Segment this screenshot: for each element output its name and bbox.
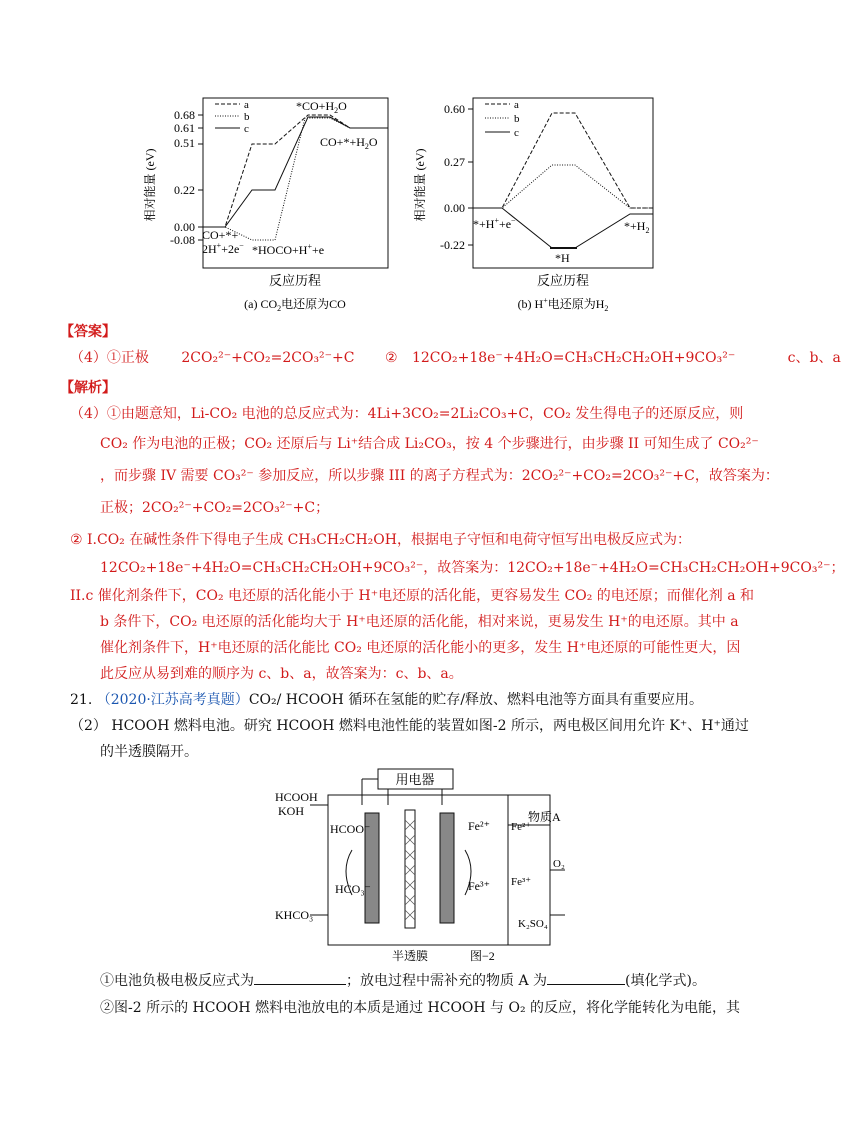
figure-caption-b: (b) H+电还原为$H_2$ bbox=[517, 296, 609, 313]
out-left: KHCO₃ bbox=[275, 908, 314, 922]
question-text: （2） HCOOH 燃料电池。研究 HCOOH 燃料电池性能的装置如图-2 所示，两电极区间用允许 K⁺、H⁺通过 bbox=[70, 718, 749, 734]
x-axis-label: 反应历程 bbox=[536, 273, 590, 288]
ytick: 0.27 bbox=[444, 155, 465, 169]
sub-question-text: ；放电过程中需补充的物质 A 为 bbox=[346, 973, 548, 989]
hco3-label: HCO₃⁻ bbox=[335, 882, 371, 896]
analysis-line: 催化剂条件下，H⁺电还原的活化能比 CO₂ 电还原的活化能小的更多，发生 H⁺电还原的可能性更大，因 bbox=[100, 640, 741, 656]
fe3-left-label: Fe³⁺ bbox=[468, 879, 490, 893]
ytick: 0.00 bbox=[174, 220, 195, 234]
legend-label: b bbox=[244, 111, 250, 123]
analysis-line: 12CO₂+18e⁻+4H₂O=CH₃CH₂CH₂OH+9CO₃²⁻，故答案为：12CO₂+18e⁻+4H₂O=CH₃CH₂CH₂OH+9CO₃²⁻； bbox=[100, 560, 844, 576]
label-mid: *HOCO+H++e bbox=[252, 242, 325, 257]
sub-question-text: (填化学式)。 bbox=[625, 973, 706, 989]
energy-diagram-a bbox=[140, 90, 405, 320]
ytick: -0.22 bbox=[440, 238, 465, 252]
ytick: 0.60 bbox=[444, 102, 465, 116]
substance-a-label: 物质A bbox=[528, 810, 561, 824]
analysis-line: （4）①由题意知，Li-CO₂ 电池的总反应式为：4Li+3CO₂=2Li₂CO₃+C，CO₂ 发生得电子的还原反应，则 bbox=[70, 406, 744, 422]
label-left: *+H++e− bbox=[473, 216, 516, 231]
analysis-line: CO₂ 作为电池的正极；CO₂ 还原后与 Li⁺结合成 Li₂CO₃，按 4 个步骤进行，由步骤 II 可知生成了 CO₂²⁻ bbox=[100, 436, 759, 452]
figure-caption-a: (a) $CO_2$电还原为CO bbox=[244, 297, 346, 313]
answer-order: c、b、a bbox=[787, 350, 841, 366]
analysis-line: 正极；2CO₂²⁻+CO₂=2CO₃²⁻+C； bbox=[100, 500, 330, 516]
fuel-cell-diagram bbox=[270, 765, 570, 970]
analysis-line: b 条件下，CO₂ 电还原的活化能均大于 H⁺电还原的活化能，相对来说，更易发生 H⁺的电还原。其中 a bbox=[100, 614, 739, 630]
label-start-2: 2H++2e− bbox=[202, 241, 244, 256]
curve-a bbox=[473, 113, 653, 208]
ytick: 0.61 bbox=[174, 121, 195, 135]
question-text: 的半透膜隔开。 bbox=[100, 744, 198, 760]
figure-caption: 图−2 bbox=[470, 949, 495, 963]
hcoo-label: HCOO⁻ bbox=[330, 822, 371, 836]
sub-question-2: ②图-2 所示的 HCOOH 燃料电池放电的本质是通过 HCOOH 与 O₂ 的反应，将化学能转化为电能，其 bbox=[100, 1000, 741, 1016]
membrane-label: 半透膜 bbox=[391, 949, 429, 963]
fe2-left-label: Fe²⁺ bbox=[468, 819, 490, 833]
answer-circle2: ② bbox=[384, 350, 398, 366]
curve-a bbox=[203, 115, 388, 227]
ytick: 0.68 bbox=[174, 108, 195, 122]
y-axis-label: 相对能量 (eV) bbox=[143, 148, 157, 222]
in-left-1: HCOOH bbox=[275, 790, 318, 804]
o2-label: O₂ bbox=[553, 858, 565, 870]
ytick: 0.51 bbox=[174, 136, 195, 150]
sub-question-text: ①电池负极电极反应式为 bbox=[100, 973, 254, 989]
analysis-line: ② I.CO₂ 在碱性条件下得电子生成 CH₃CH₂CH₂OH，根据电子守恒和电荷守恒写出电极反应式为： bbox=[70, 532, 691, 548]
answer-eq2: 12CO₂+18e⁻+4H₂O=CH₃CH₂CH₂OH+9CO₃²⁻ bbox=[411, 350, 736, 366]
answer-blank-1[interactable] bbox=[254, 970, 346, 985]
question-source: （2020·江苏高考真题） bbox=[96, 692, 249, 708]
answer-blank-2[interactable] bbox=[547, 970, 625, 985]
ytick: -0.08 bbox=[170, 233, 195, 247]
answer-eq1: 2CO₂²⁻+CO₂=2CO₃²⁻+C bbox=[181, 350, 355, 366]
legend-label: b bbox=[514, 113, 520, 125]
label-bottom: *H bbox=[555, 251, 570, 265]
legend-label: c bbox=[244, 123, 249, 135]
legend-label: a bbox=[244, 99, 249, 111]
answer-line bbox=[70, 348, 841, 368]
legend-label: c bbox=[514, 127, 519, 139]
energy-diagram-b bbox=[410, 90, 670, 320]
label-start: CO+*+ bbox=[202, 228, 239, 242]
right-electrode bbox=[440, 813, 454, 923]
label-right: $*+H_2$ bbox=[624, 219, 650, 235]
membrane bbox=[405, 810, 415, 928]
device-label: 用电器 bbox=[395, 772, 435, 787]
y-axis-label: 相对能量 (eV) bbox=[413, 148, 427, 222]
analysis-line: 此反应从易到难的顺序为 c、b、a，故答案为：c、b、a。 bbox=[100, 666, 463, 682]
label-top: $*CO+H_2O$ bbox=[296, 99, 347, 115]
k2so4-label: K₂SO₄ bbox=[518, 918, 548, 930]
answer-heading: 【答案】 bbox=[60, 324, 116, 340]
question-number: 21. bbox=[70, 692, 93, 708]
fe3-right-label: Fe³⁺ bbox=[511, 876, 532, 888]
legend-label: a bbox=[514, 99, 519, 111]
question-text: CO₂/ HCOOH 循环在氢能的贮存/释放、燃料电池等方面具有重要应用。 bbox=[248, 692, 704, 708]
ytick: 0.22 bbox=[174, 183, 195, 197]
label-right: $CO+*+H_2O$ bbox=[320, 135, 378, 151]
analysis-line: ，而步骤 IV 需要 CO₃²⁻ 参加反应，所以步骤 III 的离子方程式为：2CO₂²⁻+CO₂=2CO₃²⁻+C，故答案为： bbox=[100, 468, 779, 484]
question-21-title bbox=[70, 690, 703, 710]
in-left-2: KOH bbox=[278, 804, 304, 818]
analysis-line: II.c 催化剂条件下，CO₂ 电还原的活化能小于 H⁺电还原的活化能，更容易发生 CO₂ 的电还原；而催化剂 a 和 bbox=[70, 588, 755, 604]
x-axis-label: 反应历程 bbox=[268, 273, 322, 288]
fe2-right-label: Fe²⁺ bbox=[511, 821, 532, 833]
ytick: 0.00 bbox=[444, 201, 465, 215]
answer-part1: （4）①正极 bbox=[70, 350, 149, 366]
analysis-heading: 【解析】 bbox=[60, 380, 116, 396]
sub-question-1 bbox=[100, 970, 706, 991]
